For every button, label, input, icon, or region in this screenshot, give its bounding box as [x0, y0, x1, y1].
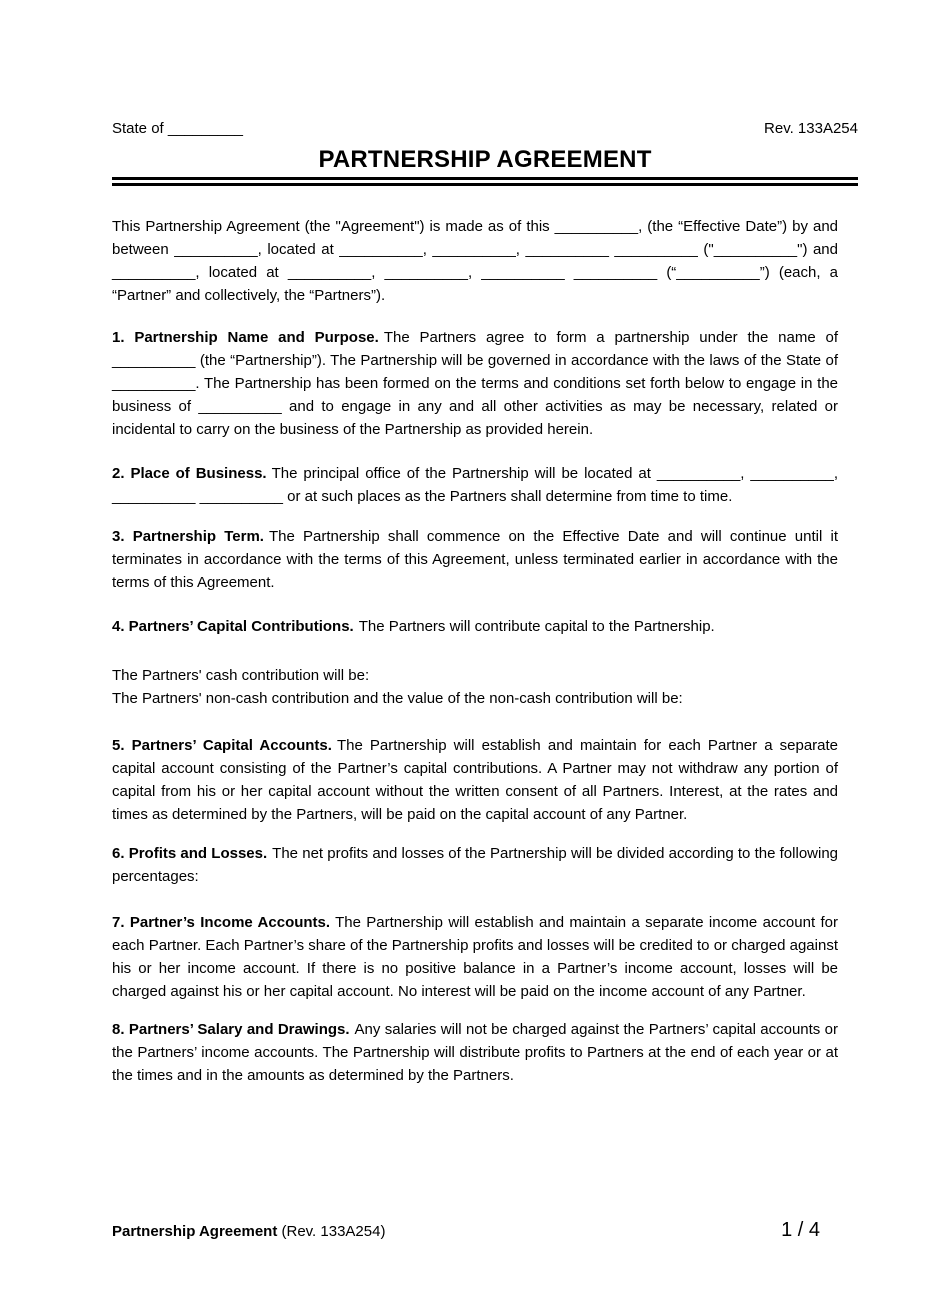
intro-paragraph: This Partnership Agreement (the "Agreement") is made as of this __________, (the “Effective Date”) by and between __________, located at __________, __________, __________ __________ ("__________") and __________, located at __________, __________, __________ __________ (“__________”) (each, a “Partner” and collectively, the “Partners”). [112, 218, 838, 304]
footer-page-indicator: 1 / 4 [781, 1219, 820, 1241]
page-content [112, 120, 858, 1087]
section-profits-and-losses [112, 842, 838, 888]
section-body: The Partnership will establish and maintain for each Partner a separate capital account consisting of the Partner’s capital contributions. A Partner may not withdraw any portion of capital from his or her capital account without the written consent of all Partners. Interest, at the rates and times as determined by the Partners, will be paid on the capital account of any Partner. [112, 737, 839, 823]
section-heading: 7. Partner’s Income Accounts. [112, 914, 331, 931]
section-partnership-term [112, 525, 838, 594]
title-divider [112, 177, 858, 186]
section-heading: 4. Partners’ Capital Contributions. [112, 618, 354, 635]
document-footer [112, 1219, 858, 1243]
noncash-contribution-line: The Partners' non-cash contribution and the value of the non-cash contribution will be: [112, 690, 683, 707]
section-body: The Partners agree to form a partnership under the name of __________ (the “Partnership”). The Partnership will be governed in accordance with the laws of the State of __________. The Partnership has been formed on the terms and conditions set forth below to engage in the business of __________ and to engage in any and all other activities as may be necessary, related or incidental to carry on the business of the Partnership as provided herein. [112, 329, 838, 438]
section-body: The Partnership will establish and maintain a separate income account for each Partner. Each Partner’s share of the Partnership profits and losses will be credited to or charged against his or her income account. If there is no positive balance in a Partner’s income account, losses will be charged against his or her capital account. No interest will be paid on the income account of any Partner. [112, 914, 838, 1000]
section-heading: 6. Profits and Losses. [112, 845, 268, 862]
section-income-accounts [112, 911, 838, 1003]
section-partnership-name-purpose [112, 326, 838, 441]
section-body: The Partnership shall commence on the Effective Date and will continue until it terminates in accordance with the terms of this Agreement, unless terminated earlier in accordance with the terms of this Agreement. [112, 528, 838, 591]
section-body: The principal office of the Partnership will be located at __________, __________, __________ __________ or at such places as the Partners shall determine from time to time. [112, 465, 838, 505]
revision-number: Rev. 133A254 [764, 120, 858, 137]
footer-doc-title [112, 1220, 385, 1243]
section-body: The net profits and losses of the Partnership will be divided according to the following percentages: [112, 845, 839, 885]
section-salary-and-drawings [112, 1018, 838, 1087]
cash-contribution-line: The Partners' cash contribution will be: [112, 667, 370, 684]
section-body: The Partners will contribute capital to the Partnership. [358, 618, 715, 635]
footer-revision: (Rev. 133A254) [281, 1223, 386, 1240]
section-heading: 2. Place of Business. [112, 465, 267, 482]
document-title: PARTNERSHIP AGREEMENT [318, 146, 652, 173]
section-capital-accounts [112, 734, 838, 826]
section-heading: 5. Partners’ Capital Accounts. [112, 737, 332, 754]
section-heading: 1. Partnership Name and Purpose. [112, 329, 379, 346]
document-header [112, 120, 858, 137]
footer-doc-name: Partnership Agreement [112, 1223, 278, 1240]
contribution-lines [112, 664, 838, 710]
section-heading: 3. Partnership Term. [112, 528, 264, 545]
section-body: Any salaries will not be charged against the Partners’ capital accounts or the Partners’ income accounts. The Partnership will distribute profits to Partners at the end of each year or at the times and in the amounts as determined by the Partners. [112, 1021, 838, 1084]
state-of-blank: State of _________ [112, 120, 243, 137]
section-place-of-business [112, 462, 838, 508]
section-capital-contributions [112, 615, 838, 638]
section-heading: 8. Partners’ Salary and Drawings. [112, 1021, 350, 1038]
